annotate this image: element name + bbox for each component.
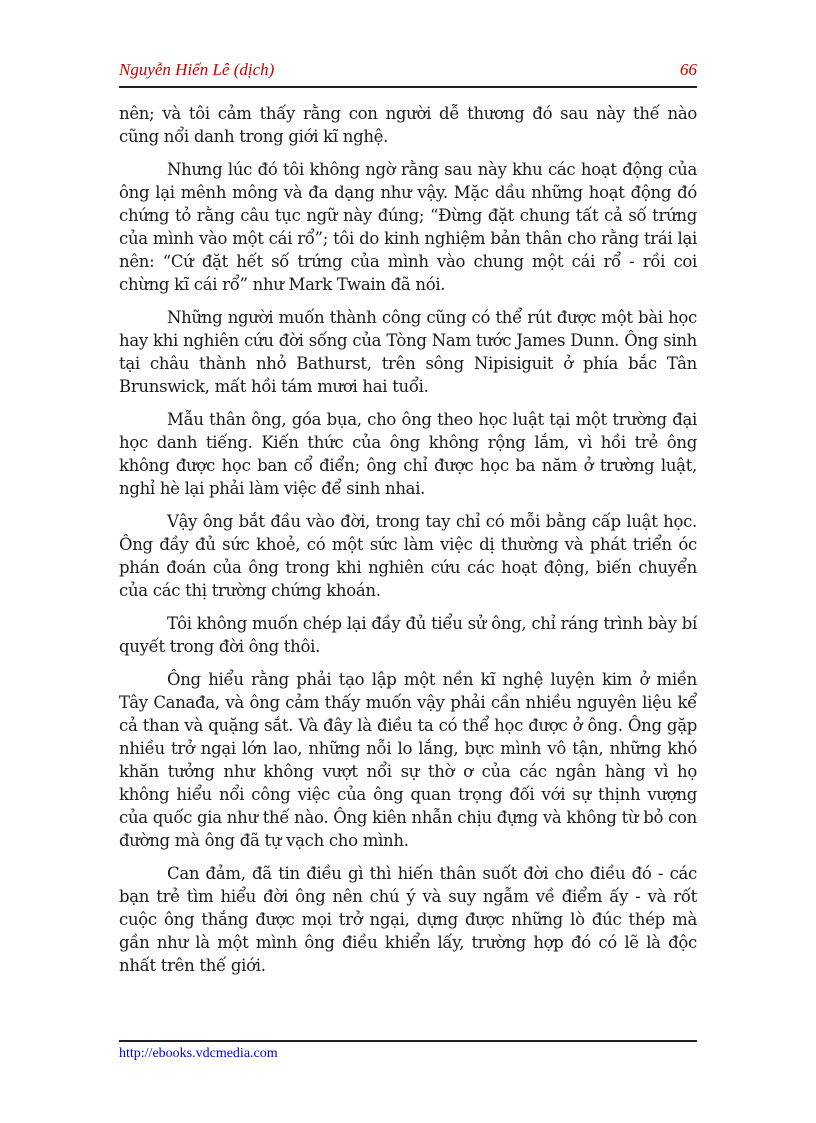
header-divider <box>119 86 697 88</box>
page-body <box>119 102 697 987</box>
paragraph: Những người muốn thành công cũng có thể rút được một bài học hay khi nghiên cứu đời sống của Tòng Nam tước James Dunn. Ông sinh tại châu thành nhỏ Bathurst, trên sông Nipisiguit ở phía bắc Tân Brunswick, mất hồi tám mươi hai tuổi. <box>119 308 697 396</box>
paragraph: nên; và tôi cảm thấy rằng con người dễ thương đó sau này thế nào cũng nổi danh trong giới kĩ nghệ. <box>119 104 697 146</box>
footer-link[interactable]: http://ebooks.vdcmedia.com <box>119 1046 278 1061</box>
paragraph: Vậy ông bắt đầu vào đời, trong tay chỉ có mỗi bằng cấp luật học. Ông đầy đủ sức khoẻ, có một sức làm việc dị thường và phát triển óc phán đoán của ông trong khi nghiên cứu các hoạt động, biến chuyển của các thị trường chứng khoán. <box>119 512 697 600</box>
paragraph: Can đảm, đã tin điều gì thì hiến thân suốt đời cho điều đó - các bạn trẻ tìm hiểu đời ông nên chú ý và suy ngẫm về điểm ấy - và rốt cuộc ông thắng được mọi trở ngại, dựng được những lò đúc thép mà gần như là một mình ông điều khiển lấy, trường hợp đó có lẽ là độc nhất trên thế giới. <box>119 864 697 975</box>
paragraph: Nhưng lúc đó tôi không ngờ rằng sau này khu các hoạt động của ông lại mênh mông và đa dạng như vậy. Mặc dầu những hoạt động đó chứng tỏ rằng câu tục ngữ này đúng; “Đừng đặt chung tất cả số trứng của mình vào một cái rổ”; tôi do kinh nghiệm bản thân cho rằng trái lại nên: “Cứ đặt hết số trứng của mình vào chung một cái rổ - rồi coi chừng kĩ cái rổ” như Mark Twain đã nói. <box>119 160 697 294</box>
footer-divider <box>119 1040 697 1042</box>
paragraph: Tôi không muốn chép lại đầy đủ tiểu sử ông, chỉ ráng trình bày bí quyết trong đời ông thôi. <box>119 614 697 656</box>
header-author: Nguyễn Hiến Lê (dịch) <box>119 60 275 79</box>
page-number: 66 <box>680 60 697 79</box>
paragraph: Mẫu thân ông, góa bụa, cho ông theo học luật tại một trường đại học danh tiếng. Kiến thức của ông không rộng lắm, vì hồi trẻ ông không được học ban cổ điển; ông chỉ được học ba năm ở trường luật, nghỉ hè lại phải làm việc để sinh nhai. <box>119 410 697 498</box>
page-header <box>119 60 697 84</box>
paragraph: Ông hiểu rằng phải tạo lập một nền kĩ nghệ luyện kim ở miền Tây Canađa, và ông cảm thấy muốn vậy phải cần nhiều nguyên liệu kể cả than và quặng sắt. Và đây là điều ta có thể học được ở ông. Ông gặp nhiều trở ngại lớn lao, những nỗi lo lắng, bực mình vô tận, những khó khăn tưởng như không vượt nổi sự thờ ơ của các ngân hàng vì họ không hiểu nổi công việc của ông quan trọng đối với sự thịnh vượng của quốc gia như thế nào. Ông kiên nhẫn chịu đựng và không từ bỏ con đường mà ông đã tự vạch cho mình. <box>119 670 697 850</box>
